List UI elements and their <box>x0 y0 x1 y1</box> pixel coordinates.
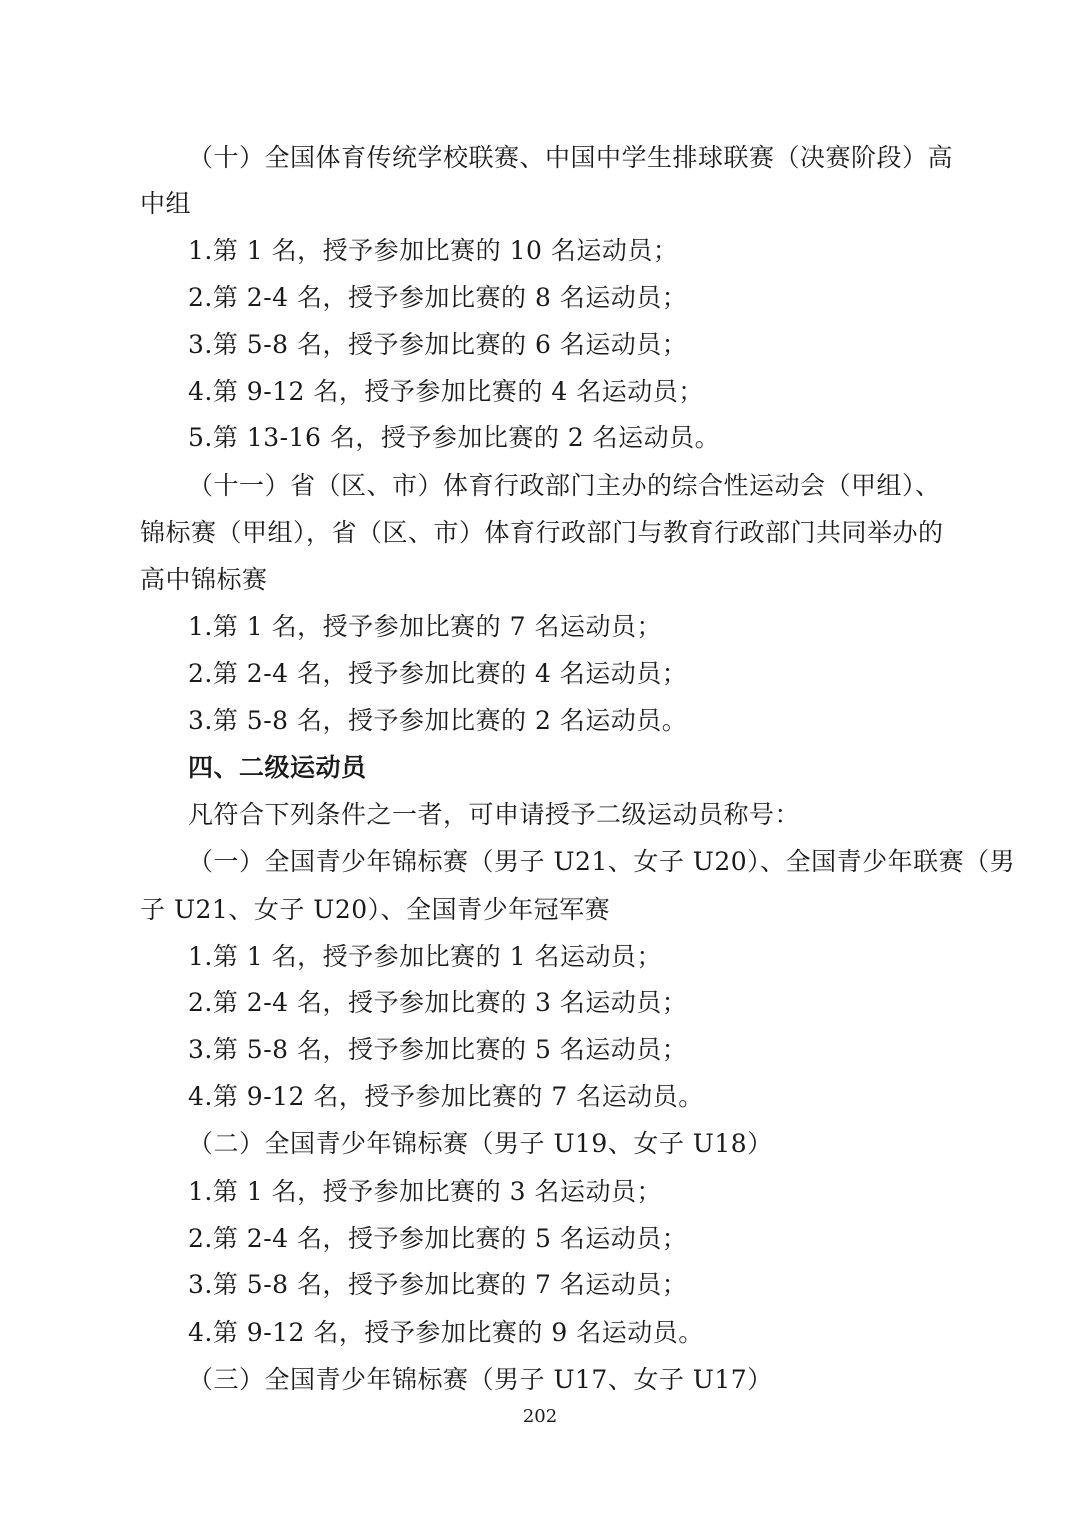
clause-1-heading-continued: 子 U21、女子 U20）、全国青少年冠军赛 <box>140 895 611 924</box>
clause-2-heading: （二）全国青少年锦标赛（男子 U19、女子 U18） <box>188 1129 773 1158</box>
list-item: 4.第 9-12 名，授予参加比赛的 9 名运动员。 <box>188 1318 704 1347</box>
paragraph: 凡符合下列条件之一者，可申请授予二级运动员称号： <box>188 800 801 829</box>
list-item: 2.第 2-4 名，授予参加比赛的 5 名运动员； <box>188 1224 688 1253</box>
clause-3-heading: （三）全国青少年锦标赛（男子 U17、女子 U17） <box>188 1365 773 1394</box>
clause-10-heading: （十）全国体育传统学校联赛、中国中学生排球联赛（决赛阶段）高 <box>188 143 954 172</box>
list-item: 3.第 5-8 名，授予参加比赛的 7 名运动员； <box>188 1270 688 1299</box>
list-item: 3.第 5-8 名，授予参加比赛的 6 名运动员； <box>188 330 688 359</box>
clause-11-heading-continued: 锦标赛（甲组），省（区、市）体育行政部门与教育行政部门共同举办的 <box>140 518 944 547</box>
list-item: 4.第 9-12 名，授予参加比赛的 4 名运动员； <box>188 377 704 406</box>
list-item: 1.第 1 名，授予参加比赛的 7 名运动员； <box>188 612 662 641</box>
section-heading: 四、二级运动员 <box>188 753 367 782</box>
list-item: 3.第 5-8 名，授予参加比赛的 5 名运动员； <box>188 1035 688 1064</box>
clause-11-heading: （十一）省（区、市）体育行政部门主办的综合性运动会（甲组）、 <box>188 471 941 500</box>
page-number: 202 <box>522 1406 558 1427</box>
clause-10-heading-continued: 中组 <box>140 189 192 218</box>
list-item: 4.第 9-12 名，授予参加比赛的 7 名运动员。 <box>188 1082 704 1111</box>
list-item: 1.第 1 名，授予参加比赛的 3 名运动员； <box>188 1177 662 1206</box>
clause-1-heading: （一）全国青少年锦标赛（男子 U21、女子 U20）、全国青少年联赛（男 <box>188 847 1016 876</box>
list-item: 5.第 13-16 名，授予参加比赛的 2 名运动员。 <box>188 423 721 452</box>
list-item: 3.第 5-8 名，授予参加比赛的 2 名运动员。 <box>188 706 688 735</box>
list-item: 2.第 2-4 名，授予参加比赛的 3 名运动员； <box>188 988 688 1017</box>
clause-11-heading-continued: 高中锦标赛 <box>140 565 268 594</box>
list-item: 2.第 2-4 名，授予参加比赛的 4 名运动员； <box>188 659 688 688</box>
list-item: 1.第 1 名，授予参加比赛的 1 名运动员； <box>188 942 662 971</box>
list-item: 1.第 1 名，授予参加比赛的 10 名运动员； <box>188 236 679 265</box>
list-item: 2.第 2-4 名，授予参加比赛的 8 名运动员； <box>188 283 688 312</box>
